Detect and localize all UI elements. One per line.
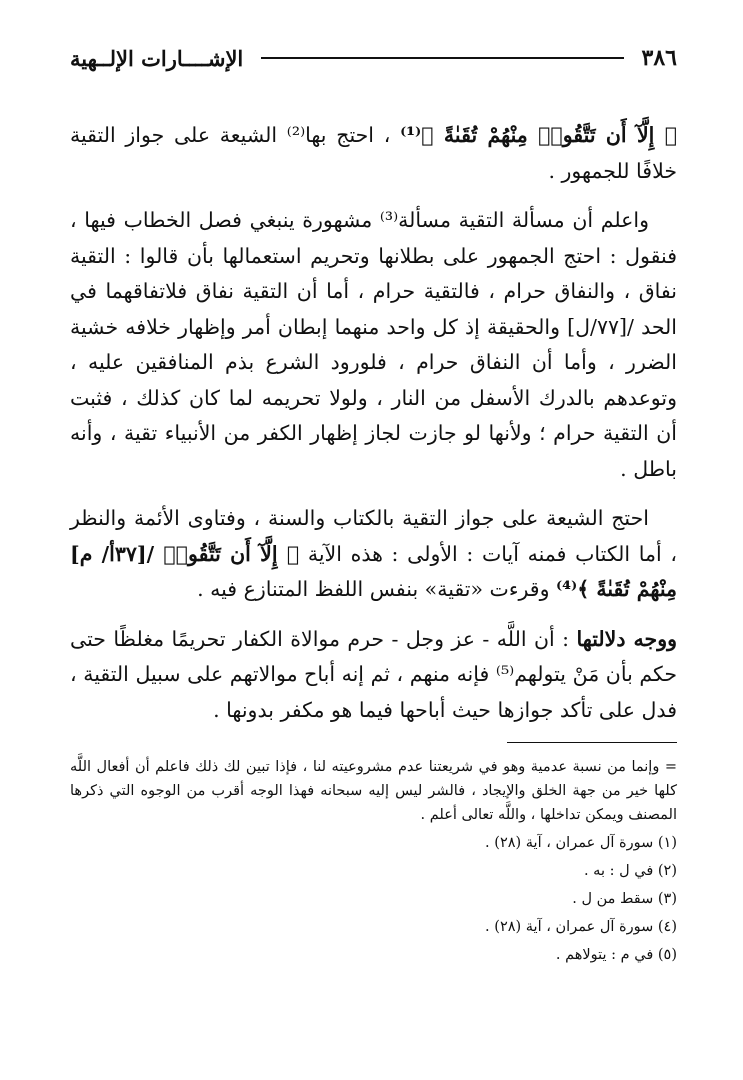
main-text — [70, 118, 677, 728]
footnote-item: (١) سورة آل عمران ، آية (٢٨) . — [485, 835, 677, 851]
footnote-item: (٥) في م : يتولاهم . — [555, 947, 677, 963]
paragraph-4-text: : أن اللَّه - عز وجل - حرم موالاة الكفار تحريمًا مغلظًا حتى حكم بأن مَنْ يتولهم⁽⁵⁾ فإنه منهم ، ثم إنه أباح موالاتهم على سبيل التقية ، فدل على تأكد جوازها حيث أباحها فيما هو مكفر بدونها . — [70, 626, 677, 722]
page-number: ٣٨٦ — [641, 45, 677, 71]
paragraph-1 — [70, 118, 677, 189]
footnotes — [70, 755, 677, 967]
footnote-continuation: = وإنما من نسبة عدمية وهو في شريعتنا عدم مشروعيته لنا ، فإذا تبين لك ذلك فاعلم أن أفعال اللَّه كلها خير من جهة الخلق والإيجاد ، فالشر ليس إليه سبحانه فهذا الوجه أقرب من الوجوه التي ذكرها المصنف ويمكن تداخلها ، واللَّه تعالى أعلم . — [70, 759, 677, 823]
page-header — [70, 38, 677, 78]
paragraph-2: واعلم أن مسألة التقية مسألة⁽³⁾ مشهورة ينبغي فصل الخطاب فيها ، فنقول : احتج الجمهور على بطلانها وتحريم استعمالها بأن قالوا : التقية نفاق ، والنفاق حرام ، فالتقية حرام ، أما أن التقية نفاق فلاتفاقهما في الحد /[٧٧/ل] والحقيقة إذ كل واحد منهما إبطان أمر وإظهار خلافه خشية الضرر ، وأما أن النفاق حرام ، فلورود الشرع بذم المنافقين عليه ، وتوعدهم بالدرك الأسفل من النار ، ولولا تحريمه لما كان كذلك ، فثبت أن التقية حرام ؛ ولأنها لو جازت لجاز إظهار الكفر من الأنبياء تقية ، وأنه باطل . — [70, 208, 678, 481]
book-page — [70, 38, 677, 1060]
paragraph-4-lead: ووجه دلالتها — [576, 626, 677, 651]
footnote-separator — [507, 742, 677, 743]
paragraph-1-text: ، احتج بها⁽²⁾ الشيعة على جواز التقية خلافًا للجمهور . — [70, 123, 677, 183]
quran-verse-2: ﴿ إِلَّآ أَن تَتَّقُوا۟ /[٣٧أ/ م] مِنْهُمْ تُقَىٰةً ﴾⁽⁴⁾ — [70, 541, 677, 601]
header-rule — [261, 57, 623, 59]
footnote-item: (٢) في ل : به . — [583, 863, 677, 879]
footnote-item: (٣) سقط من ل . — [572, 891, 677, 907]
paragraph-4 — [70, 622, 677, 729]
paragraph-3-text-a: احتج الشيعة على جواز التقية بالكتاب والسنة ، وفتاوى الأئمة والنظر ، أما الكتاب فمنه آيات : الأولى : هذه الآية — [70, 506, 677, 566]
paragraph-3-text-b: وقرءت «تقية» بنفس اللفظ المتنازع فيه . — [197, 577, 550, 601]
paragraph-3 — [70, 501, 677, 608]
quran-verse: ﴿ إِلَّآ أَن تَتَّقُوا۟ مِنْهُمْ تُقَىٰةً ﴾⁽¹⁾ — [400, 123, 677, 147]
running-title: الإشــــارات الإلــهية — [70, 45, 244, 71]
footnote-item: (٤) سورة آل عمران ، آية (٢٨) . — [485, 919, 677, 935]
